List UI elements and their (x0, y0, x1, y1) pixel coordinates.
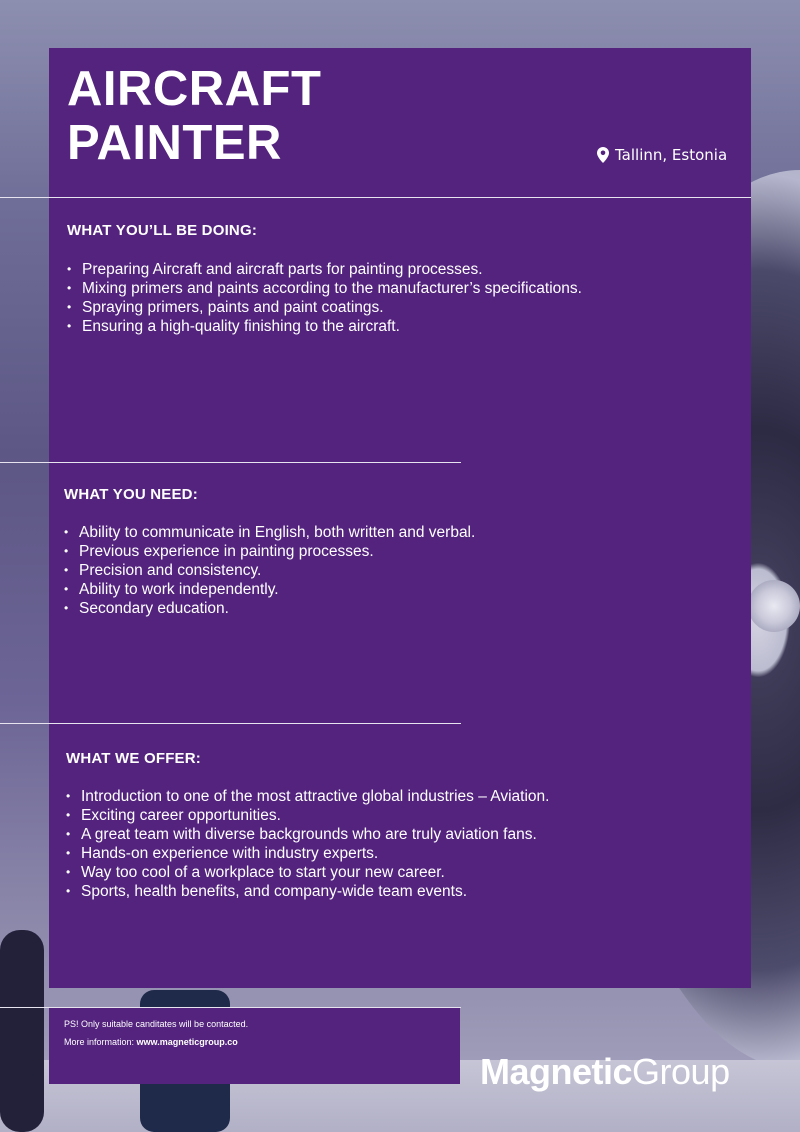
footer-info (64, 1036, 238, 1048)
section-heading-offer: WHAT WE OFFER: (66, 750, 201, 767)
background-landing-gear (0, 930, 44, 1132)
title-line-2: PAINTER (67, 116, 282, 170)
location (597, 146, 727, 164)
section-heading-need: WHAT YOU NEED: (64, 486, 198, 503)
list-item: • A great team with diverse backgrounds who are truly aviation fans. (66, 825, 549, 844)
background-engine-spinner (748, 580, 800, 632)
list-offer (66, 787, 549, 901)
list-need (64, 523, 475, 618)
list-item: • Secondary education. (64, 599, 475, 618)
footer-info-link[interactable]: www.magneticgroup.co (136, 1037, 238, 1047)
list-item: • Introduction to one of the most attractive global industries – Aviation. (66, 787, 549, 806)
list-item: • Hands-on experience with industry experts. (66, 844, 549, 863)
list-doing (67, 260, 582, 336)
logo-part-2: Group (632, 1051, 730, 1092)
divider-middle (0, 462, 461, 463)
page-title (67, 62, 321, 170)
list-item: • Preparing Aircraft and aircraft parts for painting processes. (67, 260, 582, 279)
list-item: • Spraying primers, paints and paint coatings. (67, 298, 582, 317)
section-heading-doing: WHAT YOU’LL BE DOING: (67, 222, 258, 239)
list-item: • Exciting career opportunities. (66, 806, 549, 825)
location-text: Tallinn, Estonia (615, 146, 728, 164)
title-line-1: AIRCRAFT (67, 62, 322, 116)
list-item: • Ability to work independently. (64, 580, 475, 599)
divider-lower (0, 723, 461, 724)
footer-info-label: More information: (64, 1037, 135, 1047)
list-item: • Ability to communicate in English, both written and verbal. (64, 523, 475, 542)
divider-top (0, 197, 751, 198)
list-item: • Way too cool of a workplace to start your new career. (66, 863, 549, 882)
list-item: • Ensuring a high-quality finishing to the aircraft. (67, 317, 582, 336)
list-item: • Mixing primers and paints according to the manufacturer’s specifications. (67, 279, 582, 298)
magnetic-group-logo (480, 1050, 730, 1094)
list-item: • Precision and consistency. (64, 561, 475, 580)
list-item: • Previous experience in painting processes. (64, 542, 475, 561)
list-item: • Sports, health benefits, and company-wide team events. (66, 882, 549, 901)
logo-part-1: Magnetic (480, 1051, 633, 1092)
location-pin-icon (597, 147, 609, 163)
footer-note: PS! Only suitable canditates will be contacted. (64, 1019, 249, 1029)
divider-footer (0, 1007, 461, 1008)
